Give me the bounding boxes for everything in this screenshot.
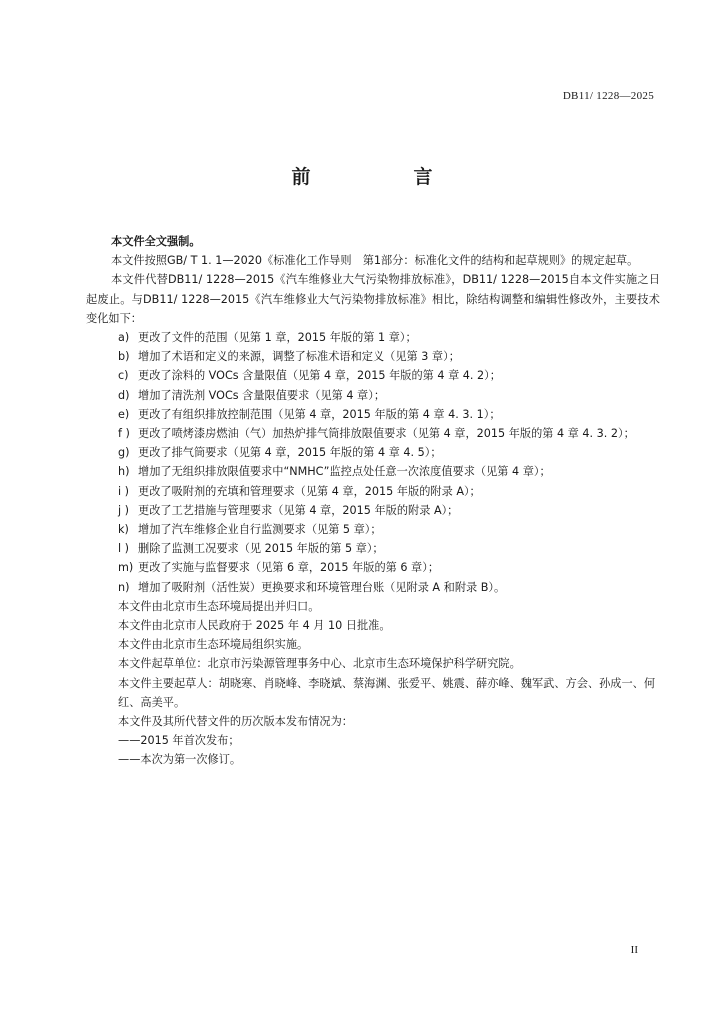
paragraph-replacement: 本文件代替DB11/ 1228—2015《汽车维修业大气污染物排放标准》，DB11/ 1228—2015自本文件实施之日起废止。与DB11/ 1228—2015《汽车维修业大气污染物排放标准》相比，除结构调整和编辑性修改外，主要技术变化如下：: [86, 273, 660, 325]
list-item-text: 更改了吸附剂的充填和管理要求（见第 4 章，2015 年版的附录 A）；: [138, 484, 481, 498]
list-item-label: j ): [118, 503, 130, 517]
list-item-label: b): [118, 350, 130, 364]
list-item: [86, 328, 660, 347]
mandatory-statement: 本文件全文强制。: [111, 235, 201, 248]
list-item-label: m): [118, 561, 134, 575]
list-item-text: 更改了实施与监督要求（见第 6 章，2015 年版的第 6 章）；: [138, 561, 440, 575]
list-item-label: a): [118, 331, 130, 345]
list-item-label: l ): [118, 542, 130, 556]
list-item: [86, 386, 660, 405]
main-drafters: 本文件主要起草人：胡晓寒、肖晓峰、李晓斌、蔡海渊、张爱平、姚震、薛亦峰、魏军武、方会、孙成一、何红、高美平。: [118, 676, 656, 709]
list-item-text: 增加了汽车维修企业自行监测要求（见第 5 章）；: [138, 523, 382, 537]
page-number: II: [630, 944, 638, 956]
proposing-authority: 本文件由北京市生态环境局提出并归口。: [118, 599, 320, 613]
list-item: [86, 501, 660, 520]
list-item-label: i ): [118, 484, 130, 498]
list-item-text: 更改了喷烤漆房燃油（气）加热炉排气筒排放限值要求（见第 4 章，2015 年版的第 4 章 4. 3. 2）；: [138, 427, 635, 441]
version-history-heading: 本文件及其所代替文件的历次版本发布情况为：: [118, 715, 353, 729]
list-item: [86, 462, 660, 481]
list-item-text: 增加了术语和定义的来源，调整了标准术语和定义（见第 3 章）；: [138, 350, 460, 364]
list-item-text: 增加了清洗剂 VOCs 含量限值要求（见第 4 章）；: [138, 388, 386, 402]
list-item-label: g): [118, 446, 130, 460]
list-item: [86, 443, 660, 462]
list-item: [86, 405, 660, 424]
approval-statement: 本文件由北京市人民政府于 2025 年 4 月 10 日批准。: [118, 619, 391, 633]
drafting-organizations: 本文件起草单位：北京市污染源管理事务中心、北京市生态环境保护科学研究院。: [118, 657, 521, 671]
document-body: [86, 232, 660, 770]
list-item-text: 更改了文件的范围（见第 1 章，2015 年版的第 1 章）；: [138, 331, 417, 345]
list-item-label: f ): [118, 427, 130, 441]
list-item-label: h): [118, 465, 130, 479]
implementation-authority: 本文件由北京市生态环境局组织实施。: [118, 638, 309, 652]
list-item: [86, 424, 660, 443]
list-item-text: 增加了吸附剂（活性炭）更换要求和环境管理台账（见附录 A 和附录 B）。: [138, 580, 506, 594]
list-item-label: k): [118, 523, 129, 537]
list-item-text: 更改了涂料的 VOCs 含量限值（见第 4 章，2015 年版的第 4 章 4. 2）；: [138, 369, 501, 383]
list-item: [86, 558, 660, 577]
version-history-item: ——本次为第一次修订。: [118, 753, 242, 767]
version-history-item: ——2015 年首次发布；: [118, 734, 240, 748]
list-item-label: c): [118, 369, 129, 383]
list-item-label: e): [118, 407, 130, 421]
list-item-text: 更改了工艺措施与管理要求（见第 4 章，2015 年版的附录 A）；: [138, 503, 459, 517]
list-item: [86, 539, 660, 558]
list-item: [86, 482, 660, 501]
list-item-text: 更改了有组织排放控制范围（见第 4 章，2015 年版的第 4 章 4. 3. 1）；: [138, 407, 501, 421]
paragraph-drafting-rules: 本文件按照GB/ T 1. 1—2020《标准化工作导则 第1部分：标准化文件的结构和起草规则》的规定起草。: [111, 254, 639, 268]
list-item: [86, 347, 660, 366]
list-item-text: 删除了监测工况要求（见 2015 年版的第 5 章）；: [138, 542, 384, 556]
technical-changes-list: [86, 328, 660, 597]
list-item-text: 更改了排气筒要求（见第 4 章，2015 年版的第 4 章 4. 5）；: [138, 446, 442, 460]
page-title: 前 言: [291, 166, 475, 188]
document-code: DB11/ 1228—2025: [562, 90, 654, 102]
list-item-text: 增加了无组织排放限值要求中“NMHC”监控点处任意一次浓度值要求（见第 4 章）；: [138, 465, 551, 479]
list-item-label: d): [118, 388, 130, 402]
list-item: [86, 578, 660, 597]
list-item: [86, 520, 660, 539]
list-item-label: n): [118, 580, 130, 594]
list-item: [86, 366, 660, 385]
